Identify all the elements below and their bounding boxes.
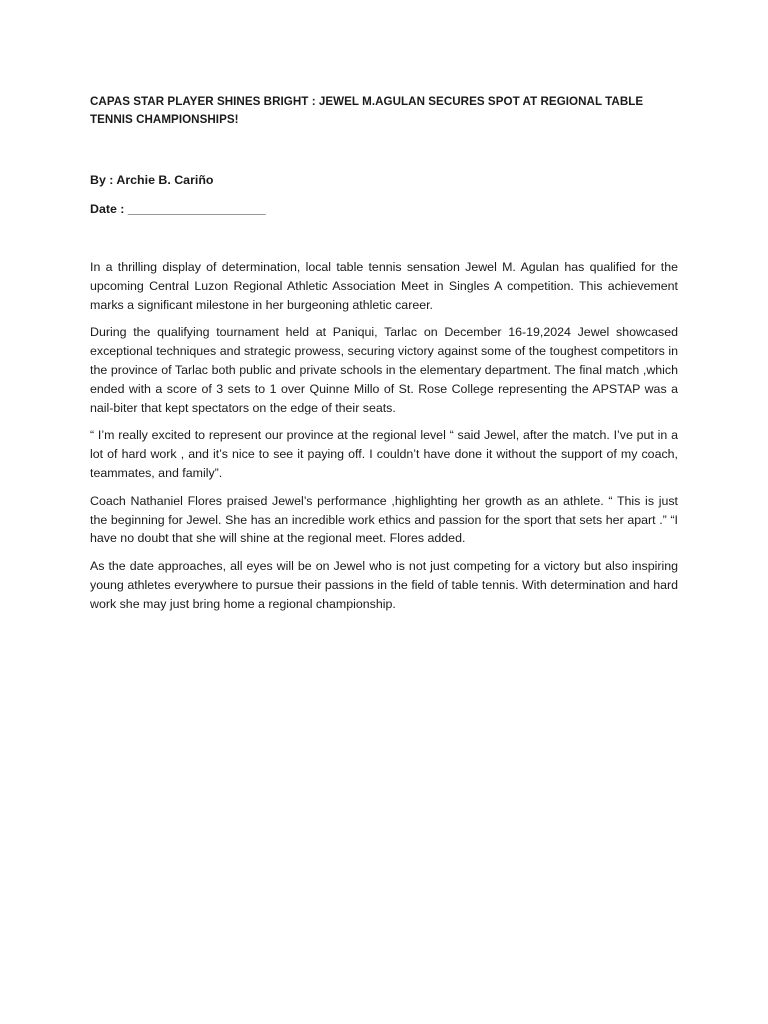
article-byline: By : Archie B. Cariño [90, 173, 214, 187]
paragraph: As the date approaches, all eyes will be on Jewel who is not just competing for a victory but also inspiring young athletes everywhere to pursue their passions in the field of table tennis. With determination and hard work she may just bring home a regional championship. [90, 559, 678, 611]
paragraph: During the qualifying tournament held at Paniqui, Tarlac on December 16-19,2024 Jewel showcased exceptional techniques and strategic prowess, securing victory against some of the toughest competitors in the province of Tarlac both public and private schools in the elementary department. The final match ,which ended with a score of 3 sets to 1 over Quinne Millo of St. Rose College representing the APSTAP was a nail-biter that kept spectators on the edge of their seats. [90, 325, 678, 415]
article-headline: CAPAS STAR PLAYER SHINES BRIGHT : JEWEL M.AGULAN SECURES SPOT AT REGIONAL TABLE TENNIS CHAMPIONSHIPS! [90, 95, 644, 126]
document-page [90, 93, 678, 623]
paragraph: Coach Nathaniel Flores praised Jewel’s performance ,highlighting her growth as an athlete. “ This is just the beginning for Jewel. She has an incredible work ethics and passion for the sport that sets her apart .” “I have no doubt that she will shine at the regional meet. Flores added. [90, 493, 678, 546]
article-date-line: Date : ____________________ [90, 202, 266, 216]
paragraph: “ I’m really excited to represent our province at the regional level “ said Jewel, after the match. I’ve put in a lot of hard work , and it’s nice to see it paying off. I couldn’t have done it without the support of my coach, teammates, and family”. [90, 428, 678, 480]
article-body [90, 258, 678, 614]
paragraph: In a thrilling display of determination, local table tennis sensation Jewel M. Agulan has qualified for the upcoming Central Luzon Regional Athletic Association Meet in Singles A competition. This achievement marks a significant milestone in her burgeoning athletic career. [90, 260, 678, 312]
